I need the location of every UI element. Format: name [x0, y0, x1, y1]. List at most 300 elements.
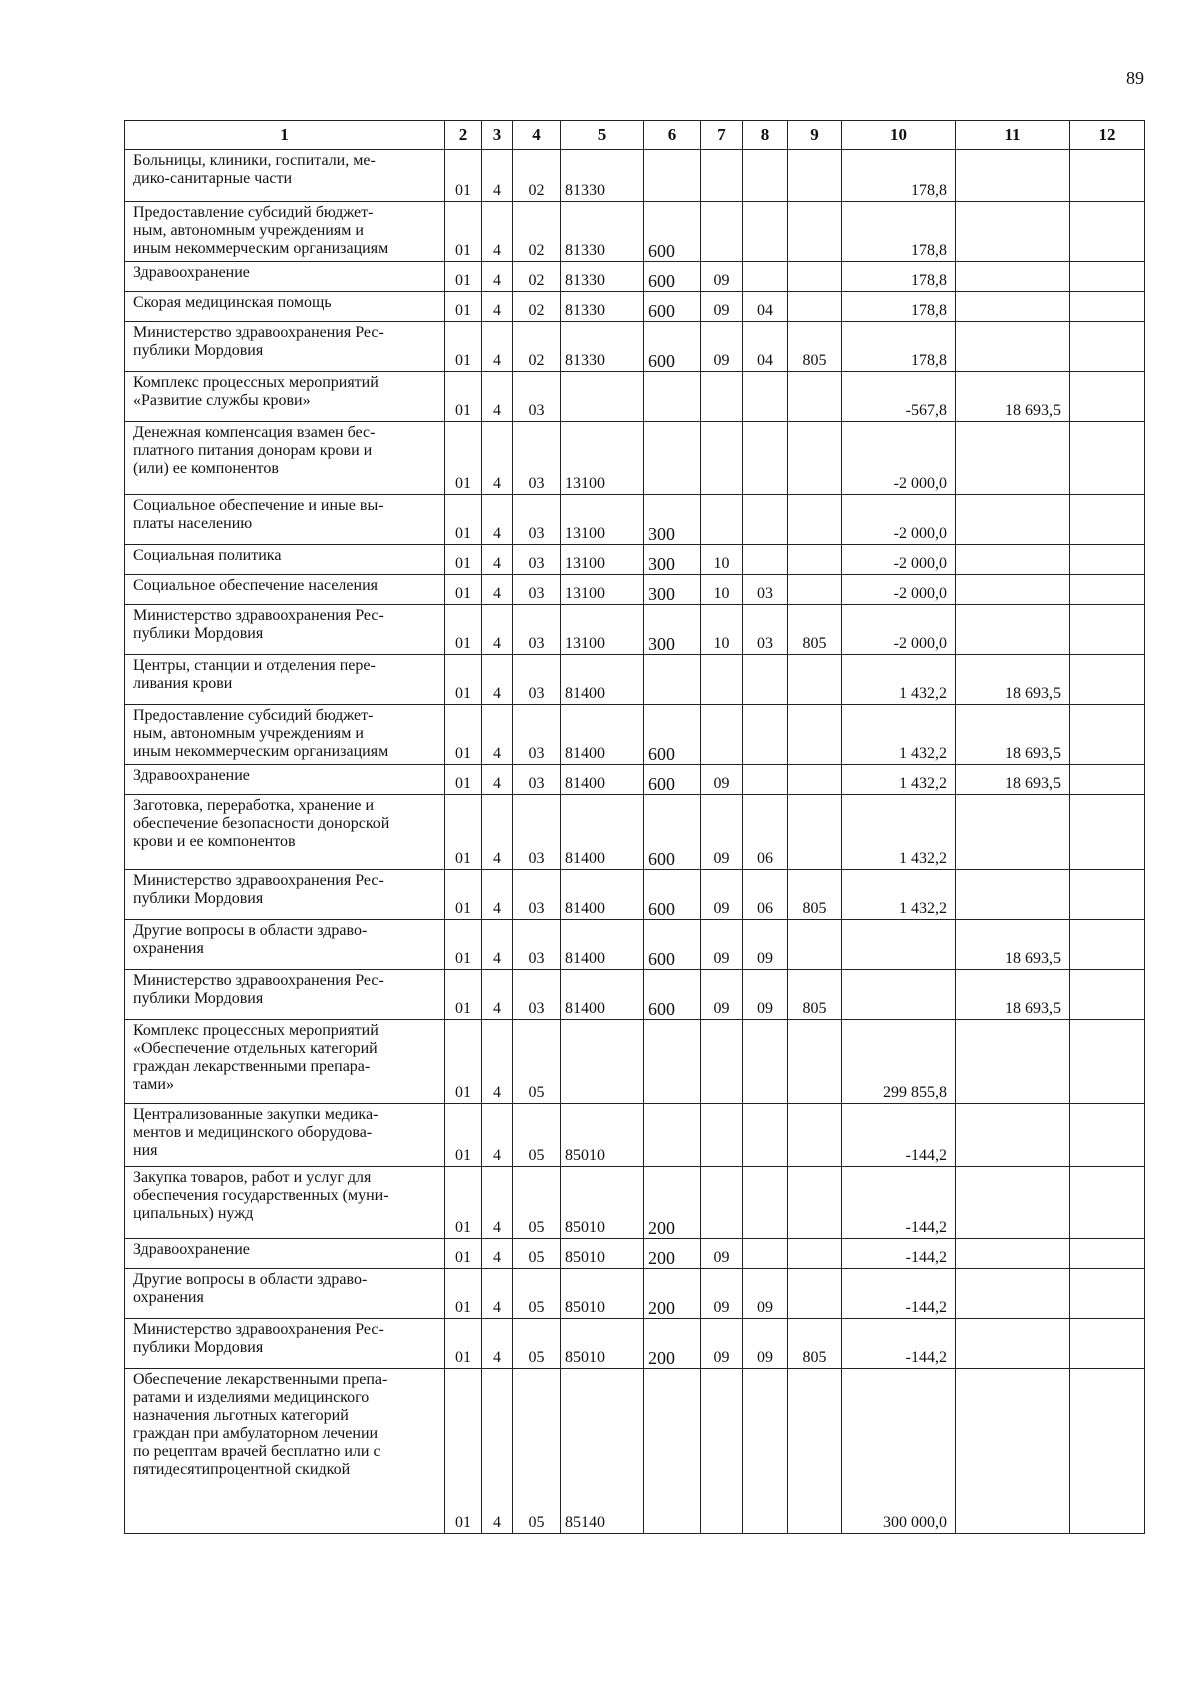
col-7-cell: 09 [701, 262, 743, 292]
amount-col-11 [956, 1239, 1070, 1269]
col-8-cell [743, 765, 788, 795]
col-9-cell [788, 262, 842, 292]
col-4-cell: 03 [513, 575, 561, 605]
col-7-cell: 10 [701, 545, 743, 575]
row-name: Закупка товаров, работ и услуг для обеспечения государственных (муни- ципальных) нужд [125, 1167, 445, 1239]
col-2-cell: 01 [445, 1239, 482, 1269]
col-6-cell [644, 655, 701, 705]
col-8-cell [743, 202, 788, 262]
table-row [125, 545, 1145, 575]
col-4-cell: 03 [513, 655, 561, 705]
amount-col-10: -2 000,0 [842, 495, 956, 545]
col-6-cell [644, 150, 701, 202]
col-8-cell [743, 1104, 788, 1167]
col-3-cell: 4 [482, 322, 513, 372]
col-5-cell: 81330 [561, 262, 644, 292]
col-3-cell: 4 [482, 870, 513, 920]
col-3-cell: 4 [482, 655, 513, 705]
col-9-cell: 805 [788, 322, 842, 372]
amount-col-11 [956, 1269, 1070, 1319]
col-7-cell: 10 [701, 575, 743, 605]
col-9-cell [788, 1239, 842, 1269]
table-row [125, 202, 1145, 262]
amount-col-11: 18 693,5 [956, 655, 1070, 705]
amount-col-11: 18 693,5 [956, 705, 1070, 765]
table-row [125, 1104, 1145, 1167]
row-name: Центры, станции и отделения пере- ливания крови [125, 655, 445, 705]
col-2-cell: 01 [445, 150, 482, 202]
col-8-cell [743, 372, 788, 422]
budget-table [124, 120, 1145, 1534]
col-2-cell: 01 [445, 920, 482, 970]
amount-col-11 [956, 1020, 1070, 1104]
col-9-cell [788, 1369, 842, 1534]
column-header-12: 12 [1070, 121, 1145, 150]
col-9-cell [788, 765, 842, 795]
amount-col-10: -2 000,0 [842, 545, 956, 575]
row-name: Другие вопросы в области здраво- охранения [125, 920, 445, 970]
col-5-cell: 81400 [561, 655, 644, 705]
col-7-cell: 09 [701, 920, 743, 970]
amount-col-11 [956, 575, 1070, 605]
col-8-cell: 04 [743, 322, 788, 372]
col-8-cell: 09 [743, 1319, 788, 1369]
page-number: 89 [1126, 68, 1144, 88]
column-header-11: 11 [956, 121, 1070, 150]
col-9-cell [788, 292, 842, 322]
amount-col-10: 1 432,2 [842, 870, 956, 920]
col-3-cell: 4 [482, 202, 513, 262]
col-2-cell: 01 [445, 575, 482, 605]
amount-col-10: 1 432,2 [842, 765, 956, 795]
table-row [125, 262, 1145, 292]
table-row [125, 1319, 1145, 1369]
col-2-cell: 01 [445, 970, 482, 1020]
amount-col-11 [956, 422, 1070, 495]
col-5-cell: 81400 [561, 705, 644, 765]
amount-col-10: -144,2 [842, 1239, 956, 1269]
amount-col-12 [1070, 545, 1145, 575]
amount-col-10: 300 000,0 [842, 1369, 956, 1534]
amount-col-12 [1070, 795, 1145, 870]
amount-col-10: 178,8 [842, 150, 956, 202]
table-row [125, 422, 1145, 495]
table-row [125, 292, 1145, 322]
amount-col-11 [956, 1167, 1070, 1239]
col-9-cell [788, 1269, 842, 1319]
row-name: Министерство здравоохранения Рес- публики Мордовия [125, 1319, 445, 1369]
col-3-cell: 4 [482, 495, 513, 545]
col-4-cell: 03 [513, 765, 561, 795]
row-name: Заготовка, переработка, хранение и обеспечение безопасности донорской крови и ее компонентов [125, 795, 445, 870]
amount-col-12 [1070, 920, 1145, 970]
amount-col-10: 178,8 [842, 262, 956, 292]
col-7-cell: 09 [701, 1319, 743, 1369]
col-7-cell [701, 495, 743, 545]
col-2-cell: 01 [445, 292, 482, 322]
col-7-cell [701, 705, 743, 765]
col-4-cell: 05 [513, 1167, 561, 1239]
table-row [125, 1167, 1145, 1239]
table-row [125, 1239, 1145, 1269]
col-7-cell: 09 [701, 970, 743, 1020]
col-4-cell: 03 [513, 372, 561, 422]
col-7-cell [701, 150, 743, 202]
col-5-cell: 81330 [561, 292, 644, 322]
amount-col-11 [956, 1104, 1070, 1167]
col-2-cell: 01 [445, 605, 482, 655]
table-row [125, 150, 1145, 202]
amount-col-11 [956, 292, 1070, 322]
col-4-cell: 03 [513, 495, 561, 545]
col-3-cell: 4 [482, 575, 513, 605]
amount-col-11: 18 693,5 [956, 970, 1070, 1020]
amount-col-11 [956, 150, 1070, 202]
amount-col-10: 1 432,2 [842, 705, 956, 765]
amount-col-10: 299 855,8 [842, 1020, 956, 1104]
col-7-cell [701, 1104, 743, 1167]
amount-col-12 [1070, 970, 1145, 1020]
col-7-cell [701, 1167, 743, 1239]
amount-col-10: -144,2 [842, 1269, 956, 1319]
amount-col-11 [956, 1319, 1070, 1369]
row-name: Предоставление субсидий бюджет- ным, автономным учреждениям и иным некоммерческим организациям [125, 705, 445, 765]
col-6-cell: 600 [644, 322, 701, 372]
col-3-cell: 4 [482, 372, 513, 422]
amount-col-10: 1 432,2 [842, 795, 956, 870]
col-4-cell: 02 [513, 262, 561, 292]
amount-col-10: -144,2 [842, 1104, 956, 1167]
col-2-cell: 01 [445, 1020, 482, 1104]
amount-col-11 [956, 495, 1070, 545]
col-4-cell: 02 [513, 150, 561, 202]
amount-col-12 [1070, 322, 1145, 372]
amount-col-11 [956, 202, 1070, 262]
row-name: Комплекс процессных мероприятий «Обеспечение отдельных категорий граждан лекарственными препара- тами» [125, 1020, 445, 1104]
row-name: Социальное обеспечение и иные вы- платы населению [125, 495, 445, 545]
amount-col-10: 178,8 [842, 322, 956, 372]
table-body [125, 150, 1145, 1534]
amount-col-11 [956, 795, 1070, 870]
col-5-cell [561, 372, 644, 422]
column-header-2: 2 [445, 121, 482, 150]
amount-col-11: 18 693,5 [956, 372, 1070, 422]
row-name: Министерство здравоохранения Рес- публики Мордовия [125, 970, 445, 1020]
amount-col-12 [1070, 1369, 1145, 1534]
col-7-cell: 09 [701, 870, 743, 920]
col-9-cell: 805 [788, 970, 842, 1020]
column-header-9: 9 [788, 121, 842, 150]
col-7-cell: 09 [701, 322, 743, 372]
col-6-cell: 600 [644, 970, 701, 1020]
table-row [125, 870, 1145, 920]
col-6-cell: 300 [644, 575, 701, 605]
amount-col-12 [1070, 655, 1145, 705]
col-3-cell: 4 [482, 1104, 513, 1167]
amount-col-11 [956, 870, 1070, 920]
col-6-cell: 600 [644, 920, 701, 970]
col-8-cell [743, 262, 788, 292]
table-row [125, 605, 1145, 655]
col-5-cell: 85010 [561, 1269, 644, 1319]
column-header-4: 4 [513, 121, 561, 150]
amount-col-10: -2 000,0 [842, 605, 956, 655]
col-6-cell [644, 1020, 701, 1104]
col-7-cell [701, 202, 743, 262]
column-header-3: 3 [482, 121, 513, 150]
col-3-cell: 4 [482, 970, 513, 1020]
col-6-cell: 600 [644, 765, 701, 795]
col-2-cell: 01 [445, 1167, 482, 1239]
table-row [125, 575, 1145, 605]
amount-col-11 [956, 322, 1070, 372]
row-name: Другие вопросы в области здраво- охранения [125, 1269, 445, 1319]
col-7-cell [701, 422, 743, 495]
col-8-cell: 04 [743, 292, 788, 322]
col-8-cell [743, 1020, 788, 1104]
col-6-cell: 300 [644, 495, 701, 545]
col-4-cell: 03 [513, 970, 561, 1020]
col-4-cell: 05 [513, 1369, 561, 1534]
col-4-cell: 03 [513, 545, 561, 575]
col-8-cell [743, 705, 788, 765]
col-2-cell: 01 [445, 655, 482, 705]
col-4-cell: 03 [513, 795, 561, 870]
amount-col-11: 18 693,5 [956, 765, 1070, 795]
amount-col-11 [956, 1369, 1070, 1534]
col-2-cell: 01 [445, 545, 482, 575]
amount-col-10: 178,8 [842, 292, 956, 322]
row-name: Обеспечение лекарственными препа- ратами и изделиями медицинского назначения льготных категорий граждан при амбулаторном лечении по рецептам врачей бесплатно или с пятидесятипроцентной скидкой [125, 1369, 445, 1534]
amount-col-12 [1070, 150, 1145, 202]
amount-col-11 [956, 605, 1070, 655]
col-4-cell: 05 [513, 1104, 561, 1167]
col-6-cell: 600 [644, 262, 701, 292]
col-8-cell: 03 [743, 605, 788, 655]
col-5-cell: 81330 [561, 150, 644, 202]
col-2-cell: 01 [445, 765, 482, 795]
col-3-cell: 4 [482, 1369, 513, 1534]
amount-col-12 [1070, 262, 1145, 292]
col-4-cell: 05 [513, 1319, 561, 1369]
col-4-cell: 05 [513, 1020, 561, 1104]
amount-col-12 [1070, 422, 1145, 495]
col-6-cell: 600 [644, 202, 701, 262]
col-9-cell [788, 920, 842, 970]
column-header-10: 10 [842, 121, 956, 150]
row-name: Министерство здравоохранения Рес- публики Мордовия [125, 322, 445, 372]
table-row [125, 322, 1145, 372]
table-row [125, 920, 1145, 970]
amount-col-12 [1070, 1319, 1145, 1369]
col-2-cell: 01 [445, 372, 482, 422]
col-5-cell: 81400 [561, 765, 644, 795]
col-9-cell: 805 [788, 605, 842, 655]
table-row [125, 655, 1145, 705]
col-6-cell: 200 [644, 1319, 701, 1369]
amount-col-10: -2 000,0 [842, 422, 956, 495]
col-9-cell [788, 575, 842, 605]
col-6-cell: 600 [644, 705, 701, 765]
col-8-cell [743, 1369, 788, 1534]
col-6-cell: 200 [644, 1269, 701, 1319]
col-5-cell: 13100 [561, 545, 644, 575]
amount-col-10 [842, 970, 956, 1020]
col-9-cell [788, 655, 842, 705]
col-3-cell: 4 [482, 1167, 513, 1239]
col-4-cell: 02 [513, 292, 561, 322]
amount-col-12 [1070, 1020, 1145, 1104]
amount-col-10 [842, 920, 956, 970]
amount-col-12 [1070, 1239, 1145, 1269]
row-name: Скорая медицинская помощь [125, 292, 445, 322]
row-name: Здравоохранение [125, 765, 445, 795]
col-5-cell: 81400 [561, 920, 644, 970]
col-8-cell: 09 [743, 1269, 788, 1319]
col-3-cell: 4 [482, 1319, 513, 1369]
col-6-cell: 300 [644, 605, 701, 655]
col-3-cell: 4 [482, 292, 513, 322]
amount-col-10: -567,8 [842, 372, 956, 422]
col-3-cell: 4 [482, 765, 513, 795]
col-6-cell: 600 [644, 292, 701, 322]
amount-col-12 [1070, 1269, 1145, 1319]
col-5-cell: 81400 [561, 970, 644, 1020]
col-8-cell [743, 422, 788, 495]
col-2-cell: 01 [445, 1369, 482, 1534]
col-5-cell: 85010 [561, 1167, 644, 1239]
table-row [125, 970, 1145, 1020]
col-7-cell: 10 [701, 605, 743, 655]
row-name: Социальная политика [125, 545, 445, 575]
col-7-cell [701, 1020, 743, 1104]
col-5-cell: 85010 [561, 1319, 644, 1369]
col-9-cell [788, 545, 842, 575]
col-4-cell: 05 [513, 1269, 561, 1319]
col-5-cell: 85140 [561, 1369, 644, 1534]
amount-col-12 [1070, 1104, 1145, 1167]
col-4-cell: 03 [513, 605, 561, 655]
amount-col-12 [1070, 605, 1145, 655]
amount-col-11 [956, 262, 1070, 292]
row-name: Предоставление субсидий бюджет- ным, автономным учреждениям и иным некоммерческим организациям [125, 202, 445, 262]
col-9-cell [788, 372, 842, 422]
col-3-cell: 4 [482, 605, 513, 655]
col-8-cell [743, 545, 788, 575]
col-6-cell [644, 372, 701, 422]
col-2-cell: 01 [445, 495, 482, 545]
col-9-cell [788, 495, 842, 545]
row-name: Здравоохранение [125, 262, 445, 292]
col-6-cell: 300 [644, 545, 701, 575]
col-3-cell: 4 [482, 1239, 513, 1269]
column-header-5: 5 [561, 121, 644, 150]
col-9-cell [788, 422, 842, 495]
col-3-cell: 4 [482, 262, 513, 292]
col-8-cell: 09 [743, 920, 788, 970]
col-6-cell [644, 1369, 701, 1534]
table-row [125, 765, 1145, 795]
col-5-cell: 13100 [561, 575, 644, 605]
row-name: Больницы, клиники, госпитали, ме- дико-санитарные части [125, 150, 445, 202]
col-6-cell: 200 [644, 1167, 701, 1239]
col-7-cell: 09 [701, 1239, 743, 1269]
col-9-cell [788, 202, 842, 262]
table-header-row [125, 121, 1145, 150]
table-row [125, 1020, 1145, 1104]
col-5-cell [561, 1020, 644, 1104]
amount-col-11 [956, 545, 1070, 575]
col-9-cell: 805 [788, 870, 842, 920]
table-row [125, 372, 1145, 422]
table-row [125, 1269, 1145, 1319]
col-3-cell: 4 [482, 1020, 513, 1104]
col-7-cell: 09 [701, 765, 743, 795]
col-8-cell: 06 [743, 870, 788, 920]
col-8-cell [743, 495, 788, 545]
col-8-cell [743, 150, 788, 202]
column-header-1: 1 [125, 121, 445, 150]
col-2-cell: 01 [445, 202, 482, 262]
col-7-cell: 09 [701, 1269, 743, 1319]
col-7-cell [701, 372, 743, 422]
col-6-cell: 200 [644, 1239, 701, 1269]
amount-col-11: 18 693,5 [956, 920, 1070, 970]
col-5-cell: 85010 [561, 1104, 644, 1167]
col-4-cell: 02 [513, 322, 561, 372]
col-4-cell: 02 [513, 202, 561, 262]
col-2-cell: 01 [445, 870, 482, 920]
col-7-cell: 09 [701, 795, 743, 870]
row-name: Министерство здравоохранения Рес- публики Мордовия [125, 870, 445, 920]
col-4-cell: 03 [513, 422, 561, 495]
amount-col-12 [1070, 870, 1145, 920]
col-3-cell: 4 [482, 1269, 513, 1319]
amount-col-12 [1070, 705, 1145, 765]
row-name: Социальное обеспечение населения [125, 575, 445, 605]
col-2-cell: 01 [445, 322, 482, 372]
col-3-cell: 4 [482, 705, 513, 765]
amount-col-10: -2 000,0 [842, 575, 956, 605]
col-5-cell: 81400 [561, 870, 644, 920]
col-5-cell: 81400 [561, 795, 644, 870]
col-6-cell: 600 [644, 870, 701, 920]
amount-col-12 [1070, 765, 1145, 795]
col-8-cell [743, 1167, 788, 1239]
col-2-cell: 01 [445, 422, 482, 495]
col-5-cell: 81330 [561, 322, 644, 372]
col-8-cell [743, 1239, 788, 1269]
amount-col-12 [1070, 575, 1145, 605]
col-4-cell: 03 [513, 870, 561, 920]
amount-col-10: -144,2 [842, 1167, 956, 1239]
col-4-cell: 03 [513, 705, 561, 765]
col-8-cell [743, 655, 788, 705]
col-2-cell: 01 [445, 1104, 482, 1167]
col-5-cell: 81330 [561, 202, 644, 262]
amount-col-10: -144,2 [842, 1319, 956, 1369]
col-9-cell [788, 1167, 842, 1239]
col-2-cell: 01 [445, 262, 482, 292]
col-7-cell [701, 655, 743, 705]
col-4-cell: 03 [513, 920, 561, 970]
col-9-cell [788, 795, 842, 870]
amount-col-10: 1 432,2 [842, 655, 956, 705]
row-name: Здравоохранение [125, 1239, 445, 1269]
col-9-cell [788, 150, 842, 202]
col-4-cell: 05 [513, 1239, 561, 1269]
column-header-6: 6 [644, 121, 701, 150]
